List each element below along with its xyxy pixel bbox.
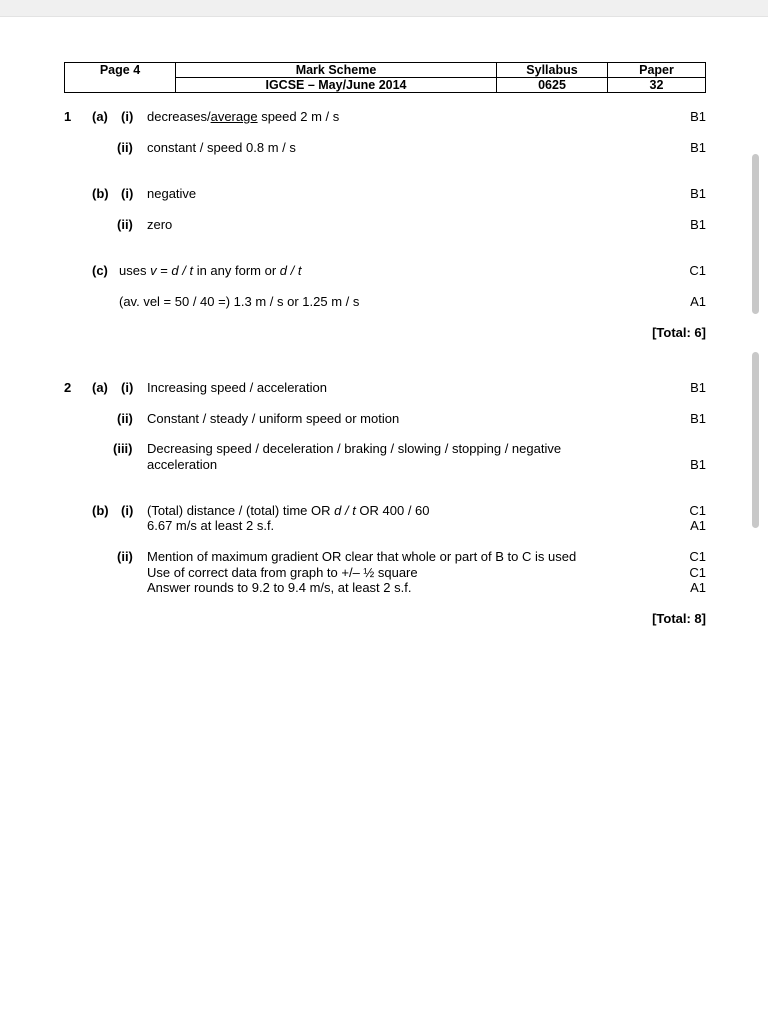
mark: A1: [690, 580, 706, 595]
subpart-label: (ii): [117, 140, 133, 155]
subpart-label: (iii): [113, 441, 133, 456]
answer-text-part: =: [156, 263, 172, 278]
subpart-label: (i): [121, 503, 134, 518]
subpart-label: (ii): [117, 411, 133, 426]
question-total: [Total: 6]: [652, 325, 706, 340]
part-label: (b): [92, 186, 109, 201]
mark: C1: [689, 263, 706, 278]
subpart-label: (ii): [117, 217, 133, 232]
answer-text: [147, 109, 339, 124]
mark: B1: [690, 457, 706, 472]
subpart-label: (i): [121, 186, 134, 201]
paper-label: Paper: [608, 63, 706, 78]
answer-text: [119, 263, 301, 278]
part-label: (a): [92, 109, 108, 124]
answer-text-part: decreases/: [147, 109, 211, 124]
answer-text: Increasing speed / acceleration: [147, 380, 327, 395]
paper-number: 32: [608, 78, 706, 93]
answer-text: constant / speed 0.8 m / s: [147, 140, 296, 155]
answer-text: 6.67 m/s at least 2 s.f.: [147, 518, 275, 533]
variable-v: v: [150, 263, 157, 278]
formula-d-over-t: d / t: [279, 263, 302, 278]
header-table: [64, 62, 706, 93]
answer-text: [147, 503, 430, 518]
exam-session: IGCSE – May/June 2014: [176, 78, 497, 93]
mark: B1: [690, 217, 706, 232]
mark: C1: [689, 549, 706, 564]
answer-text: zero: [147, 217, 173, 232]
formula-d-over-t: d / t: [171, 263, 194, 278]
question-total: [Total: 8]: [652, 611, 706, 626]
answer-text-part: in any form or: [193, 263, 280, 278]
answer-text: (av. vel = 50 / 40 =) 1.3 m / s or 1.25 m / s: [119, 294, 360, 309]
mark: B1: [690, 380, 706, 395]
answer-text: Constant / steady / uniform speed or motion: [147, 411, 400, 426]
page-number: Page 4: [65, 63, 176, 93]
mark: A1: [690, 294, 706, 309]
mark: A1: [690, 518, 706, 533]
answer-text-part: speed 2 m / s: [257, 109, 340, 124]
subpart-label: (ii): [117, 549, 133, 564]
syllabus-code: 0625: [497, 78, 608, 93]
subpart-label: (i): [121, 109, 134, 124]
answer-text-continued: acceleration: [147, 457, 218, 472]
subpart-label: (i): [121, 380, 134, 395]
mark-scheme-title: Mark Scheme: [176, 63, 497, 78]
answer-text: Use of correct data from graph to +/– ½ square: [147, 565, 418, 580]
answer-text: negative: [147, 186, 197, 201]
viewer-top-bar: [0, 0, 768, 17]
answer-text-part: uses: [119, 263, 151, 278]
formula-d-over-t: d / t: [334, 503, 356, 518]
mark: B1: [690, 411, 706, 426]
mark: C1: [689, 565, 706, 580]
mark: C1: [689, 503, 706, 518]
question-number: 1: [64, 109, 72, 124]
mark: B1: [690, 109, 706, 124]
answer-text-part: (Total) distance / (total) time OR: [147, 503, 335, 518]
part-label: (b): [92, 503, 109, 518]
part-label: (a): [92, 380, 108, 395]
answer-text-part: OR 400 / 60: [355, 503, 430, 518]
answer-text: Decreasing speed / deceleration / braking / slowing / stopping / negative: [147, 441, 562, 456]
answer-text: Answer rounds to 9.2 to 9.4 m/s, at least 2 s.f.: [147, 580, 412, 595]
underlined-word: average: [210, 109, 258, 124]
mark: B1: [690, 186, 706, 201]
answer-text: Mention of maximum gradient OR clear that whole or part of B to C is used: [147, 549, 577, 564]
scrollbar-thumb-secondary[interactable]: [752, 352, 759, 528]
question-number: 2: [64, 380, 72, 395]
part-label: (c): [92, 263, 108, 278]
mark: B1: [690, 140, 706, 155]
syllabus-label: Syllabus: [497, 63, 608, 78]
scrollbar-thumb[interactable]: [752, 154, 759, 314]
